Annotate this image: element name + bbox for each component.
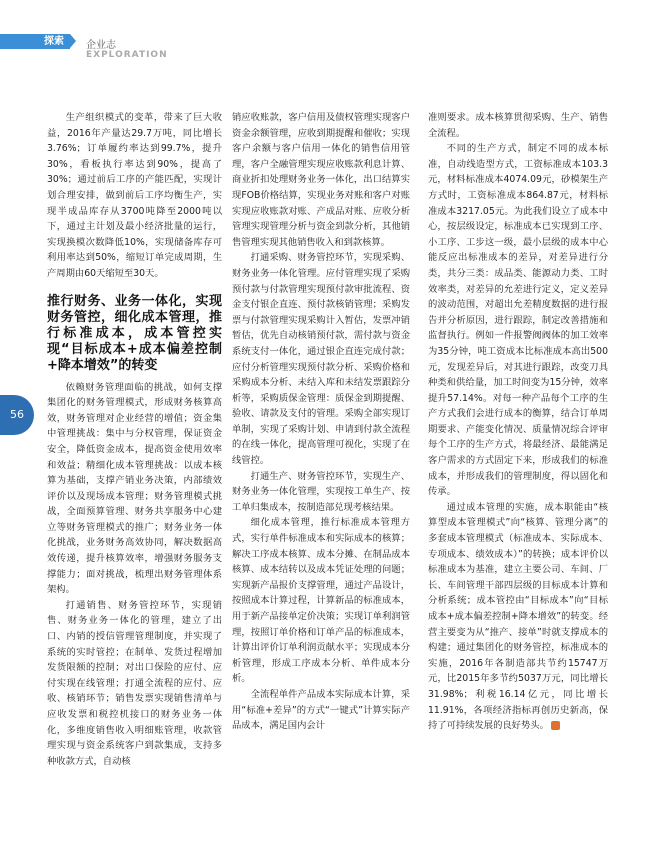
paragraph: 不同的生产方式，制定不同的成本标准，自动线造型方式，工资标准成本103.3元，材料标准成本4074.09元，砂模架生产方式时，工资标准成本864.87元，材料标准成本3217.05元。为此我们设立了成本中心，按层级设定，标准成本已实现到工序、小工序、工步这一级，最小层级的成本中心能反应出标准成本的差异，对差异进行分类，共分三类：成品类、能源动力类、工时效率类，对差异的允差进行定义，定义差异的波动范围，对超出允差精度数据的进行报告并分析原因，进行跟踪，制定改善措施和监督执行。例如一件报警阀阀体的加工效率为35分钟，吨工资成本比标准成本高出500元，发现差异后，对其进行跟踪，改变刀具种类和供给量，加工时间变为15分钟，效率提升57.14%。对每一种产品每个工序的生产方式我们会进行成本的衡算，结合订单周期要求、产能变化情况、质量情况综合评审每个工序的生产方式，将最经济、最能满足客户需求的方式固定下来，形成我们的标准成本，并形成我们的管理制度，得以固化和传承。 bbox=[428, 143, 608, 498]
column-1 bbox=[47, 110, 222, 769]
paragraph: 打通生产、财务管控环节，实现生产、财务业务一体化管理，实现按工单生产、按工单归集成本，按制造部兑现考核结果。 bbox=[232, 470, 410, 513]
paragraph: 打通采购、财务管控环节，实现采购、财务业务一体化管理。应付管理实现了采购预付款与付款管理实现预付款审批流程、资金支付银企直连、预付款核销管理；采购发票与付款管理实现采购计入暂估，发票冲销暂估，优先自动核销预付款，需付款与资金系统支付一体化，通过银企直连完成付款；应付分析管理实现预付款分析、采购价格和采购成本分析、未结入库和未结发票跟踪分析等，采购质保金管理：质保金到期提醒、验收、请款及支付的管理。采购全部实现订单制，实现了采购计划、申请到付款全流程的在线一体化，提高管理可视化，实现了在线管控。 bbox=[232, 252, 410, 467]
paragraph bbox=[428, 500, 608, 734]
paragraph: 生产组织模式的变革，带来了巨大收益，2016年产量达29.7万吨，同比增长3.76%；订单履约率达到99.7%，提升30%，看板执行率达到90%，提高了30%；通过前后工序的产能匹配，实现计划合理安排，做到前后工序均衡生产，实现半成品库存从3700吨降至2000吨以下，通过主计划及最小经济批量的运行，实现换模次数降低10%，实现储备库存可利用率达到50%，缩短订单完成周期，生产周期由60天缩短至30天。 bbox=[47, 112, 222, 279]
paragraph: 细化成本管理，推行标准成本管理方式，实行单件标准成本和实际成本的核算；解决工序成本核算、成本分摊、在制品成本核算、成本结转以及成本凭证处理的问题；实现新产品报价支撑管理，通过产品设计，按照成本计算过程，计算新品的标准成本，用于新产品接单定价决策；实现订单利润管理，按照订单价格和订单产品的标准成本，计算出评价订单利润贡献水平；实现成本分析管理，形成工序成本分析、单件成本分析。 bbox=[232, 517, 410, 685]
paragraph: 打通销售、财务管控环节，实现销售、财务业务一体化的管理，建立了出口、内销的授信管理管理制度，并实现了系统的实时管控；在制单、发货过程增加发货限额的控制；对出口保险的应付、应付实现在线管理；打通全流程的应付、应收、核销环节；销售发票实现销售清单与应收发票和税控机接口的财务业务一体化，多维度销售收入明细账管理，收款管理实现与资金系统客户到款集成，支持多种收款方式，自动核 bbox=[47, 599, 222, 767]
column-2 bbox=[232, 110, 410, 734]
column-3 bbox=[428, 110, 608, 734]
magazine-section-title: 企业志 bbox=[86, 40, 116, 51]
paragraph: 销应收账款，客户信用及债权管理实现客户资金余额管理，应收到期提醒和催收；实现客户余额与客户信用一体化的销售信用管理，客户全融管理实现应收账款利息计算、商业折扣处理财务业务一体化，出口结算实现FOB价格结算，实现业务对账和客户对账实现应收账款对账、产成品对账、应收分析管理实现管理分析与资金到款分析，其他销售管理实现其他销售收入和到款核算。 bbox=[232, 112, 410, 248]
paragraph: 依赖财务管理面临的挑战，如何支撑集团化的财务管理模式，形成财务核算高效，财务管理对企业经营的增值；资金集中管理挑战：集中与分权管理，保证资金安全，降低资金成本，提高资金使用效率和效益；精细化成本管理挑战：以成本核算为基础，支撑产销业务决策，内部绩效评价以及现场成本管理；财务管理模式挑战，全面预算管理、财务共享服务中心建立等财务管理模式的推广；财务业务一体化挑战，业务财务高效协同，解决数据高效传递，提升核算效率，增强财务服务支撑能力；面对挑战，梳理出财务管理体系架构。 bbox=[47, 381, 222, 596]
paragraph: 全流程单件产品成本实际成本计算，采用“标准+差异”的方式“一键式”计算实际产品成本，满足国内会计 bbox=[232, 688, 410, 732]
page-number: 56 bbox=[0, 395, 34, 435]
paragraph: 准则要求。成本核算贯彻采购、生产、销售全流程。 bbox=[428, 112, 608, 139]
section-tag-arrow bbox=[70, 34, 76, 48]
section-heading: 推行财务、业务一体化，实现财务管控，细化成本管理，推行标准成本，成本管控实现“目标成本+成本偏差控制+降本增效”的转变 bbox=[47, 293, 222, 373]
page-header bbox=[0, 34, 645, 74]
article-end-icon: ⊙ bbox=[551, 721, 560, 730]
section-tag: 探索 bbox=[0, 34, 70, 49]
magazine-section-title-en: EXPLORATION bbox=[86, 50, 168, 60]
paragraph-text: 通过成本管理的实施，成本职能由“核算型成本管理模式”向“核算、管理分离”的多套成本管理模式（标准成本、实际成本、专项成本、绩效成本）”的转换；成本评价以标准成本为基准，建立主要公司、车间、厂长、车间管理干部四层级的目标成本计算和分析系统；成本管控由“目标成本”向“目标成本+成本偏差控制+降本增效”的转变。经营主要变为从“推产、接单”时就支撑成本的构建；通过集团化的财务管控，标准成本的实施，2016年各制造部共节约15747万元，比2015年多节约5037万元，同比增长31.98%；利税16.14亿元，同比增长11.91%，各项经济指标再创历史新高，保持了可持续发展的良好势头。 bbox=[428, 501, 608, 732]
